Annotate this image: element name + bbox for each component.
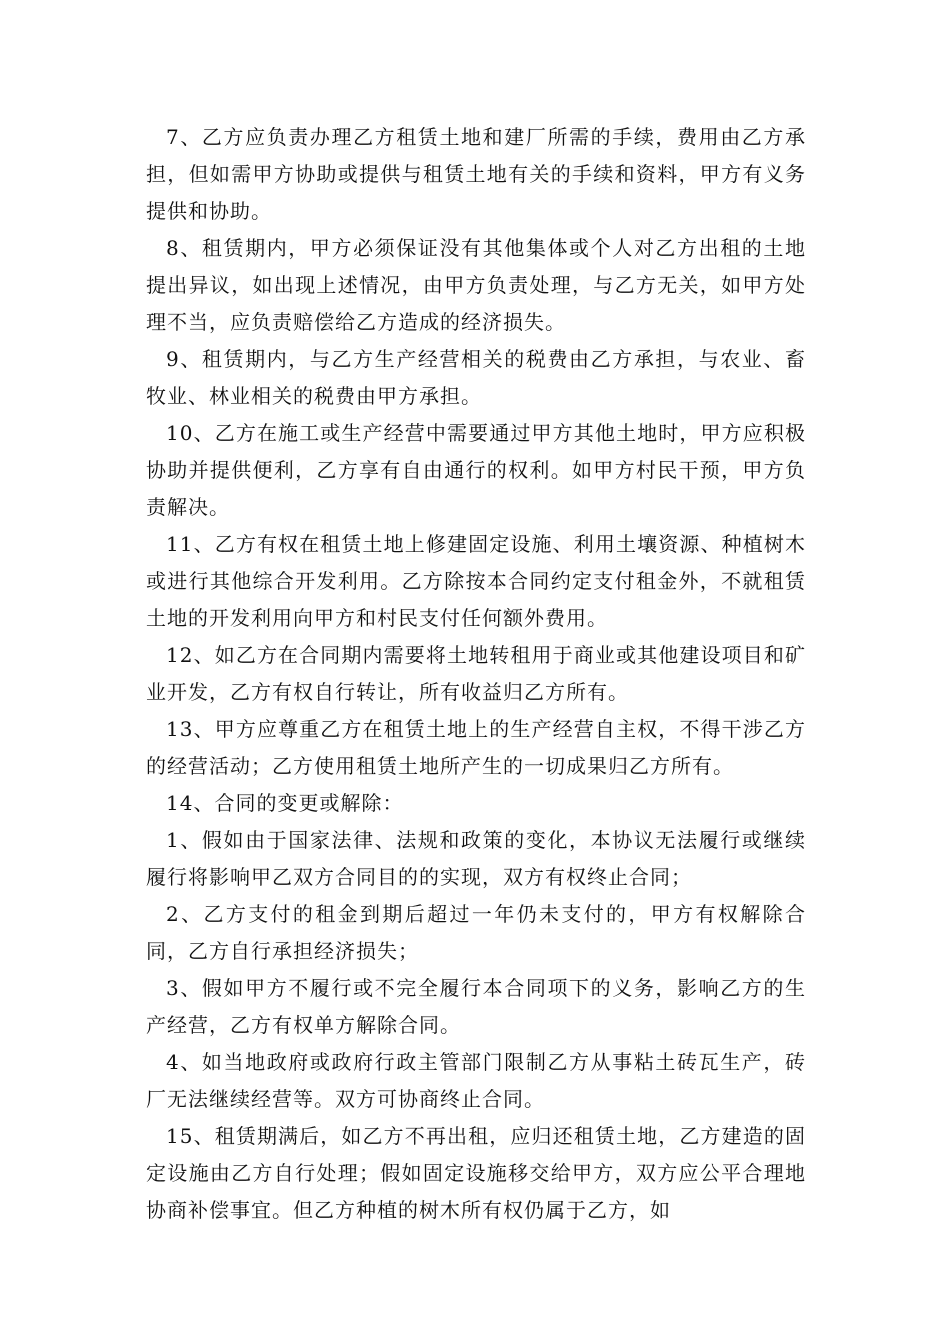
- clause-8: 8、租赁期内，甲方必须保证没有其他集体或个人对乙方出租的土地提出异议，如出现上述情况，由甲方负责处理，与乙方无关，如甲方处理不当，应负责赔偿给乙方造成的经济损失。: [146, 236, 806, 334]
- clause-14-item-2: 2、乙方支付的租金到期后超过一年仍未支付的，甲方有权解除合同，乙方自行承担经济损失；: [146, 902, 806, 963]
- clause-14-item-3: 3、假如甲方不履行或不完全履行本合同项下的义务，影响乙方的生产经营，乙方有权单方解除合同。: [146, 976, 806, 1037]
- clause-15: 15、租赁期满后，如乙方不再出租，应归还租赁土地，乙方建造的固定设施由乙方自行处理；假如固定设施移交给甲方，双方应公平合理地协商补偿事宜。但乙方种植的树木所有权仍属于乙方，如: [146, 1124, 806, 1222]
- clause-14-item-4: 4、如当地政府或政府行政主管部门限制乙方从事粘土砖瓦生产，砖厂无法继续经营等。双方可协商终止合同。: [146, 1050, 806, 1111]
- clause-14-heading: 14、合同的变更或解除：: [166, 791, 404, 815]
- clause-14-item-1: 1、假如由于国家法律、法规和政策的变化，本协议无法履行或继续履行将影响甲乙双方合同目的的实现，双方有权终止合同；: [146, 828, 806, 889]
- clause-11: 11、乙方有权在租赁土地上修建固定设施、利用土壤资源、种植树木或进行其他综合开发利用。乙方除按本合同约定支付租金外，不就租赁土地的开发利用向甲方和村民支付任何额外费用。: [146, 532, 806, 630]
- clause-7: 7、乙方应负责办理乙方租赁土地和建厂所需的手续，费用由乙方承担，但如需甲方协助或提供与租赁土地有关的手续和资料，甲方有义务提供和协助。: [146, 125, 806, 223]
- clause-13: 13、甲方应尊重乙方在租赁土地上的生产经营自主权，不得干涉乙方的经营活动；乙方使用租赁土地所产生的一切成果归乙方所有。: [146, 717, 806, 778]
- clause-12: 12、如乙方在合同期内需要将土地转租用于商业或其他建设项目和矿业开发，乙方有权自行转让，所有收益归乙方所有。: [146, 643, 806, 704]
- clause-10: 10、乙方在施工或生产经营中需要通过甲方其他土地时，甲方应积极协助并提供便利，乙方享有自由通行的权利。如甲方村民干预，甲方负责解决。: [146, 421, 806, 519]
- clause-9: 9、租赁期内，与乙方生产经营相关的税费由乙方承担，与农业、畜牧业、林业相关的税费由甲方承担。: [146, 347, 806, 408]
- document-page: [146, 119, 806, 1229]
